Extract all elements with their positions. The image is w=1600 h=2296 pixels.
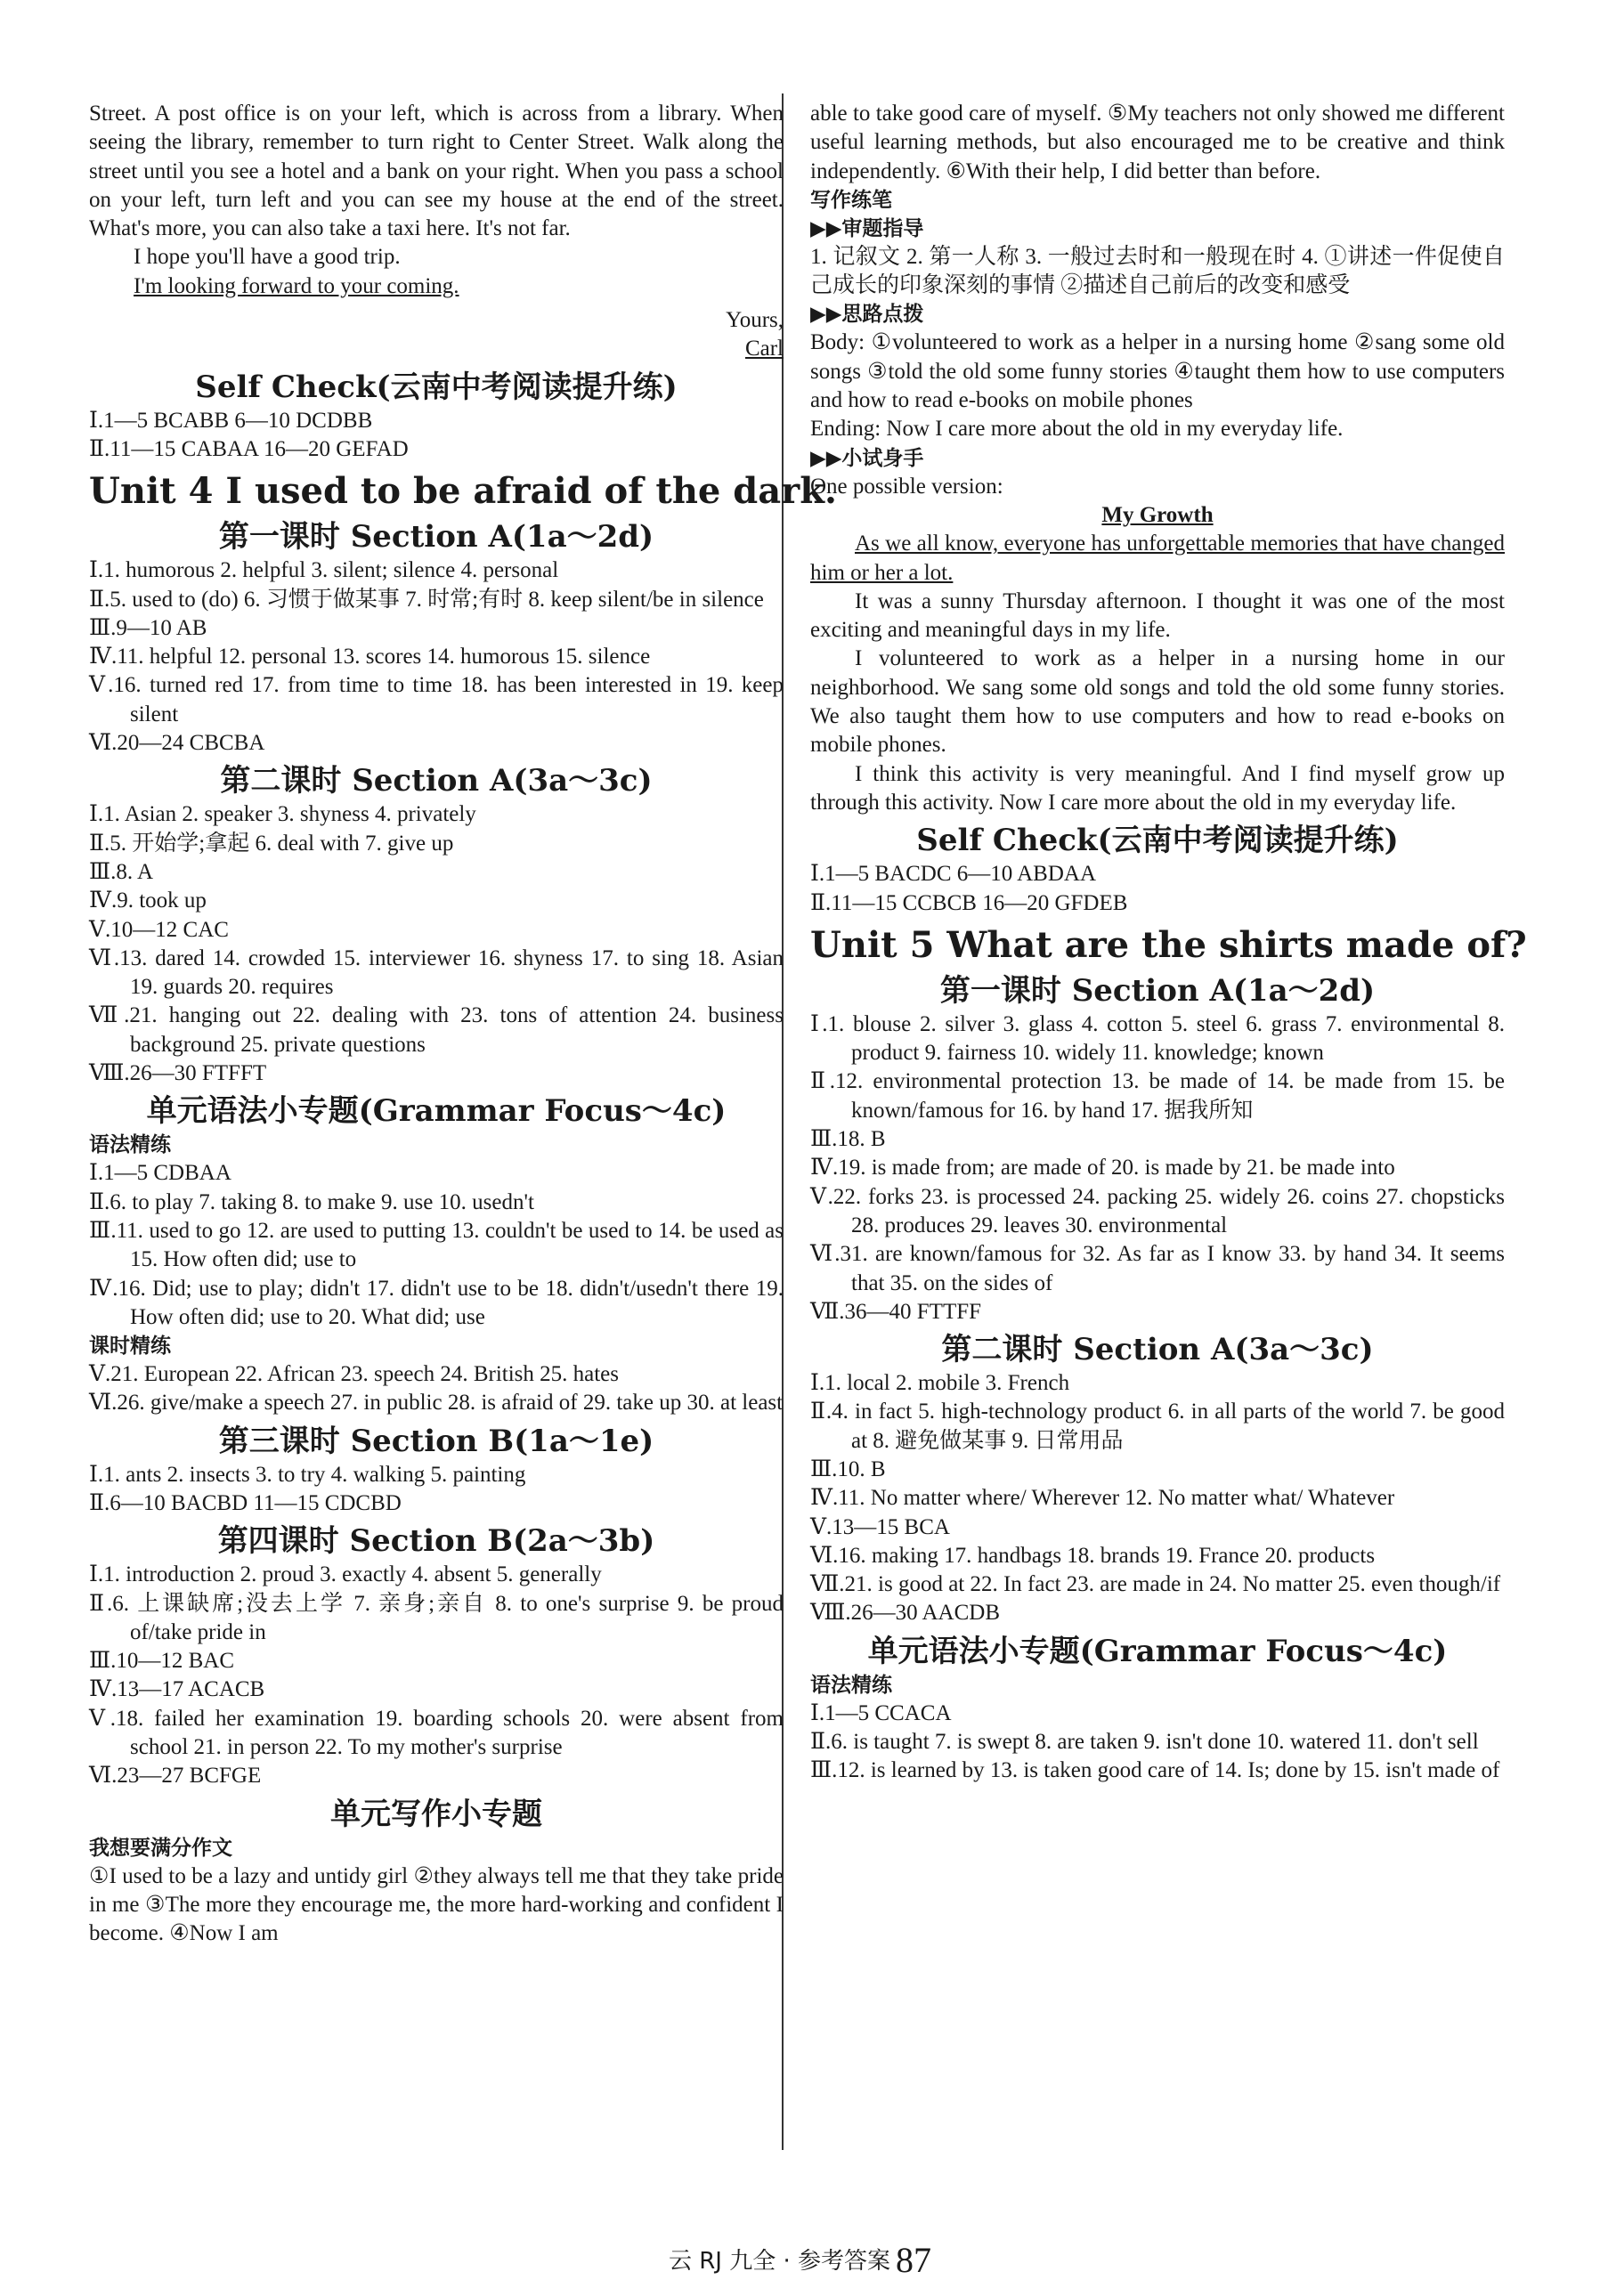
answer-line: Ⅲ.12. is learned by 13. is taken good care of 14. Is; done by 15. isn't made of bbox=[810, 1758, 1500, 1783]
topic-guide-text: 1. 记叙文 2. 第一人称 3. 一般过去时和一般现在时 4. ①讲述一件促使自己成长的印象深刻的事情 ②描述自己前后的改变和感受 bbox=[810, 244, 1505, 298]
letter-hope: I hope you'll have a good trip. bbox=[134, 245, 401, 270]
answer-line: Ⅱ.6—10 BACBD 11—15 CDCBD bbox=[89, 1490, 402, 1515]
answer-line: Ⅳ.13—17 ACACB bbox=[89, 1677, 265, 1702]
answer-line: Ⅲ.8. A bbox=[89, 859, 154, 884]
answer-line: Ⅶ.21. is good at 22. In fact 23. are made in 24. No matter 25. even though/if bbox=[810, 1572, 1501, 1597]
answer-line: Ⅷ.26—30 AACDB bbox=[810, 1601, 1001, 1626]
answer-line: Ⅱ.5. used to (do) 6. 习惯于做某事 7. 时常;有时 8. keep silent/be in silence bbox=[89, 587, 764, 612]
answer-line: Ⅰ.1. ants 2. insects 3. to try 4. walking 5. painting bbox=[89, 1462, 526, 1487]
answer-line: Ⅳ.9. took up bbox=[89, 888, 207, 913]
answer-line: Ⅱ.4. in fact 5. high-technology product 6. in all parts of the world 7. be good at 8. 避免做某事 9. 日常用品 bbox=[810, 1400, 1505, 1453]
footer-text: 云 RJ 九全 · 参考答案 bbox=[668, 2248, 891, 2275]
essay-title: My Growth bbox=[1101, 502, 1214, 527]
answer-line: Ⅴ.13—15 BCA bbox=[810, 1514, 950, 1539]
unit5-grammar-title: 单元语法小专题(Grammar Focus～4c) bbox=[867, 1633, 1448, 1669]
answer-line: Ⅰ.1. humorous 2. helpful 3. silent; silence 4. personal bbox=[89, 558, 559, 583]
answer-line: Ⅶ.21. hanging out 22. dealing with 23. tons of attention 24. business background 25. private questions bbox=[89, 1003, 784, 1057]
page-footer bbox=[0, 2239, 1600, 2281]
writing-answer: ①I used to be a lazy and untidy girl ②they always tell me that they take pride in me ③The more they encourage me, the more hard-working and confident I become. ④Now I am bbox=[89, 1863, 784, 1946]
unit4-lesson-3-title: 第三课时 Section B(1a～1e) bbox=[218, 1423, 654, 1459]
self-check2-answer-1: Ⅰ.1—5 BACDC 6—10 ABDAA bbox=[810, 862, 1097, 887]
unit4-writing-title: 单元写作小专题 bbox=[330, 1796, 542, 1832]
unit5-lesson-2-title: 第二课时 Section A(3a～3c) bbox=[941, 1332, 1374, 1368]
unit4-grammar-title: 单元语法小专题(Grammar Focus～4c) bbox=[146, 1093, 727, 1130]
answer-line: Ⅲ.18. B bbox=[810, 1127, 886, 1152]
answer-line: Ⅵ.31. are known/famous for 32. As far as I know 33. by hand 34. It seems that 35. on the sides of bbox=[810, 1242, 1505, 1295]
essay-paragraph-3: I volunteered to work as a helper in a nursing home in our neighborhood. We sang some old songs and told the old some funny stories. We also taught them how to use computers and how to read e-books on mobile phones. bbox=[810, 646, 1505, 758]
answer-line: Ⅱ.6. 上课缺席;没去上学 7. 亲身;亲自 8. to one's surprise 9. be proud of/take pride in bbox=[89, 1591, 784, 1644]
answer-line: Ⅲ.9—10 AB bbox=[89, 615, 207, 640]
answer-line: Ⅴ.16. turned red 17. from time to time 18. has been interested in 19. keep silent bbox=[89, 673, 784, 726]
letter-looking-wrap bbox=[89, 272, 784, 301]
answer-line: Ⅰ.1. introduction 2. proud 3. exactly 4. absent 5. generally bbox=[89, 1562, 602, 1587]
answer-line: Ⅴ.18. failed her examination 19. boarding schools 20. were absent from school 21. in person 22. To my mother's surprise bbox=[89, 1706, 784, 1760]
answer-line: Ⅵ.13. dared 14. crowded 15. interviewer 16. shyness 17. to sing 18. Asian 19. guards 20. requires bbox=[89, 945, 784, 1000]
right-column bbox=[810, 100, 1527, 1786]
answer-line: Ⅱ.6. to play 7. taking 8. to make 9. use 10. usedn't bbox=[89, 1189, 534, 1214]
self-check-answer-2: Ⅱ.11—15 CABAA 16—20 GEFAD bbox=[89, 436, 409, 461]
lesson-practice-label: 课时精练 bbox=[89, 1335, 171, 1359]
unit4-lesson-2-title: 第二课时 Section A(3a～3c) bbox=[220, 763, 653, 799]
writing-answer-continued: able to take good care of myself. ⑤My teachers not only showed me different useful learning methods, but also encouraged me to be creative and think independently. ⑥With their help, I did better than before. bbox=[810, 101, 1505, 183]
letter-sign: Carl bbox=[744, 337, 784, 361]
page-number: 87 bbox=[896, 2240, 932, 2280]
self-check-answer-1: Ⅰ.1—5 BCABB 6—10 DCDBB bbox=[89, 408, 373, 433]
answer-line: Ⅵ.26. give/make a speech 27. in public 28. is afraid of 29. take up 30. at least bbox=[89, 1391, 784, 1416]
unit4-lesson-4-title: 第四课时 Section B(2a～3b) bbox=[217, 1523, 655, 1560]
answer-line: Ⅵ.20—24 CBCBA bbox=[89, 731, 265, 756]
answer-line: Ⅳ.19. is made from; are made of 20. is made by 21. be made into bbox=[810, 1156, 1395, 1180]
left-column bbox=[89, 100, 837, 1949]
unit-5-title: Unit 5 What are the shirts made of? bbox=[810, 923, 1527, 966]
answer-line: Ⅲ.10. B bbox=[810, 1456, 886, 1481]
letter-body: Street. A post office is on your left, which is across from a library. When seeing the library, remember to turn right to Center Street. Walk along the street until you see a hotel and a bank on your right. When you pass a school on your left, turn left and you can see my house at the end of the street. What's more, you can also take a taxi here. It's not far. bbox=[89, 101, 784, 241]
writing-practice-label: 写作练笔 bbox=[810, 188, 892, 212]
answer-line: Ⅱ.5. 开始学;拿起 6. deal with 7. give up bbox=[89, 831, 454, 856]
answer-line: Ⅰ.1. blouse 2. silver 3. glass 4. cotton 5. steel 6. grass 7. environmental 8. product 9. fairness 10. widely 11. knowledge; known bbox=[810, 1011, 1505, 1066]
idea-body: Body: ①volunteered to work as a helper in a nursing home ②sang some old songs ③told the old some funny stories ④taught them how to use computers and how to read e-books on mobile phones bbox=[810, 330, 1505, 413]
self-check-title-2: Self Check(云南中考阅读提升练) bbox=[916, 823, 1399, 859]
answer-line: Ⅳ.11. No matter where/ Wherever 12. No matter what/ Whatever bbox=[810, 1486, 1395, 1511]
unit5-lesson-1-title: 第一课时 Section A(1a～2d) bbox=[939, 972, 1376, 1009]
essay-paragraph-4: I think this activity is very meaningful. And I find myself grow up through this activity. Now I care more about the old in my everyday life. bbox=[810, 761, 1505, 815]
version-label: One possible version: bbox=[810, 474, 1003, 499]
answer-line: Ⅱ.12. environmental protection 13. be made of 14. be made from 15. be known/famous for 16. by hand 17. 据我所知 bbox=[810, 1069, 1505, 1123]
grammar-practice-label: 语法精练 bbox=[89, 1133, 171, 1157]
answer-line: Ⅴ.22. forks 23. is processed 24. packing 25. widely 26. coins 27. chopsticks 28. produces 29. leaves 30. environmental bbox=[810, 1184, 1505, 1237]
topic-guide-label: ▶▶审题指导 bbox=[810, 216, 924, 240]
grammar-practice-label-2: 语法精练 bbox=[810, 1673, 892, 1697]
letter-yours: Yours, bbox=[726, 308, 784, 333]
answer-line: Ⅴ.21. European 22. African 23. speech 24. British 25. hates bbox=[89, 1362, 620, 1387]
essay-paragraph-2: It was a sunny Thursday afternoon. I thought it was one of the most exciting and meaningful days in my life. bbox=[810, 588, 1505, 643]
answer-line: Ⅵ.16. making 17. handbags 18. brands 19. France 20. products bbox=[810, 1543, 1376, 1568]
answer-line: Ⅲ.10—12 BAC bbox=[89, 1649, 235, 1674]
self-check-title: Self Check(云南中考阅读提升练) bbox=[195, 369, 678, 405]
answer-line: Ⅰ.1—5 CCACA bbox=[810, 1700, 952, 1725]
answer-line: Ⅷ.26—30 FTFFT bbox=[89, 1061, 267, 1086]
idea-tips-label: ▶▶思路点拨 bbox=[810, 303, 924, 327]
answer-line: Ⅳ.16. Did; use to play; didn't 17. didn't use to be 18. didn't/usedn't there 19. How often did; use to 20. What did; use bbox=[89, 1276, 784, 1329]
answer-line: Ⅵ.23—27 BCFGE bbox=[89, 1764, 262, 1789]
answer-line: Ⅱ.6. is taught 7. is swept 8. are taken 9. isn't done 10. watered 11. don't sell bbox=[810, 1730, 1479, 1755]
idea-ending: Ending: Now I care more about the old in my everyday life. bbox=[810, 417, 1344, 442]
unit4-lesson-1-title: 第一课时 Section A(1a～2d) bbox=[218, 519, 654, 556]
answer-line: Ⅲ.11. used to go 12. are used to putting 13. couldn't be used to 14. be used as 15. How often did; use to bbox=[89, 1218, 784, 1272]
essay-paragraph-1: As we all know, everyone has unforgettable memories that have changed him or her a lot. bbox=[810, 531, 1505, 585]
letter-looking: I'm looking forward to your coming. bbox=[134, 273, 459, 298]
self-check2-answer-2: Ⅱ.11—15 CCBCB 16—20 GFDEB bbox=[810, 890, 1128, 915]
answer-line: Ⅳ.11. helpful 12. personal 13. scores 14. humorous 15. silence bbox=[89, 645, 651, 669]
letter-sign-wrap bbox=[89, 335, 784, 363]
answer-line: Ⅴ.10—12 CAC bbox=[89, 917, 229, 942]
answer-line: Ⅰ.1. Asian 2. speaker 3. shyness 4. privately bbox=[89, 802, 476, 827]
answer-line: Ⅰ.1—5 CDBAA bbox=[89, 1161, 231, 1186]
try-it-label: ▶▶小试身手 bbox=[810, 446, 924, 470]
answer-line: Ⅶ.36—40 FTTFF bbox=[810, 1299, 982, 1324]
unit-4-title: Unit 4 I used to be afraid of the dark. bbox=[89, 470, 837, 513]
full-mark-essay-label: 我想要满分作文 bbox=[89, 1836, 232, 1860]
answer-line: Ⅰ.1. local 2. mobile 3. French bbox=[810, 1371, 1070, 1396]
